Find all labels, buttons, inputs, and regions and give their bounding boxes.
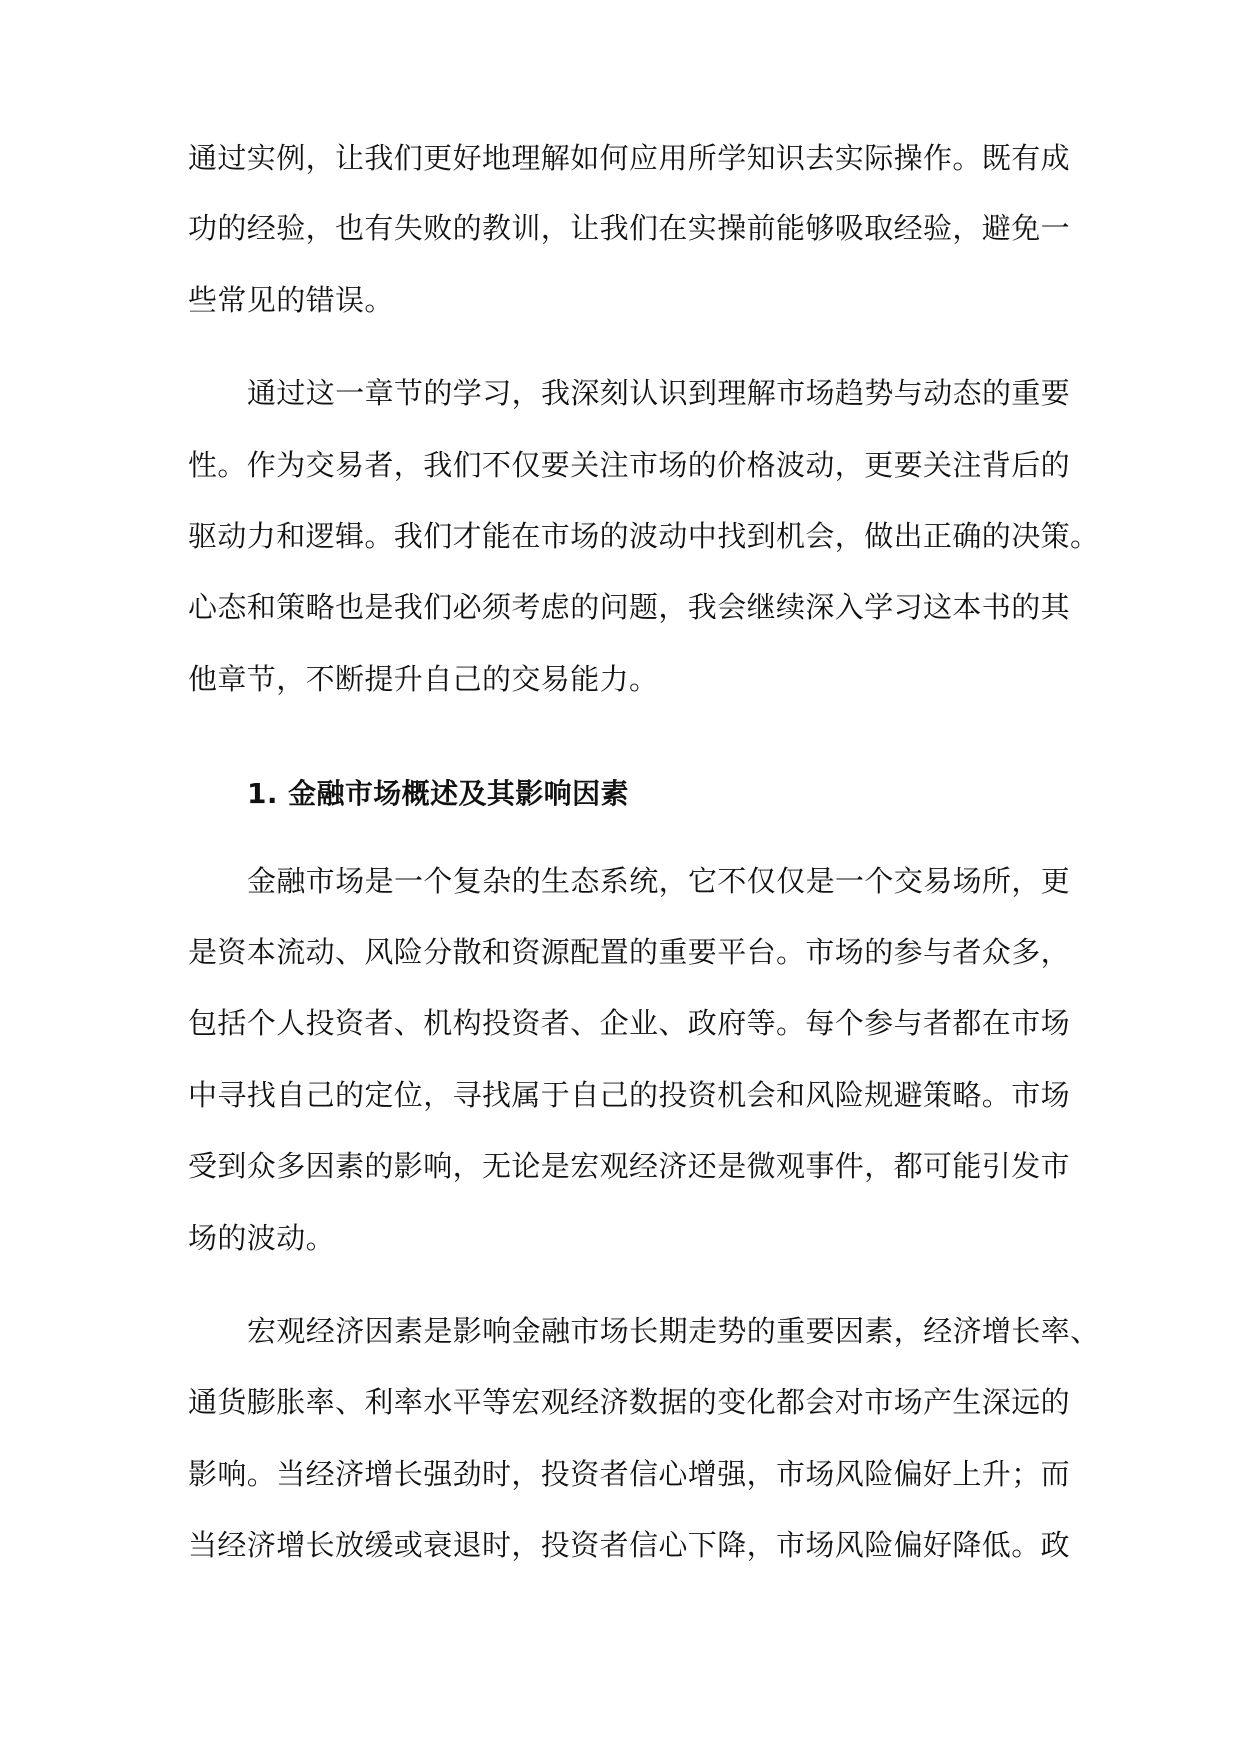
text-line: 当经济增长放缓或衰退时，投资者信心下降，市场风险偏好降低。政 (188, 1528, 1071, 1562)
text-line: 受到众多因素的影响，无论是宏观经济还是微观事件，都可能引发市 (188, 1149, 1071, 1183)
text-line: 影响。当经济增长强劲时，投资者信心增强，市场风险偏好上升；而 (188, 1457, 1071, 1491)
text-line: 通货膨胀率、利率水平等宏观经济数据的变化都会对市场产生深远的 (188, 1385, 1071, 1419)
text-line: 通过实例，让我们更好地理解如何应用所学知识去实际操作。既有成 (188, 141, 1071, 175)
text-line: 场的波动。 (188, 1221, 336, 1255)
text-line: 金融市场是一个复杂的生态系统，它不仅仅是一个交易场所，更 (247, 864, 1071, 898)
text-line: 是资本流动、风险分散和资源配置的重要平台。市场的参与者众多， (188, 935, 1071, 969)
text-line: 中寻找自己的定位，寻找属于自己的投资机会和风险规避策略。市场 (188, 1078, 1071, 1112)
text-line: 他章节，不断提升自己的交易能力。 (188, 662, 659, 696)
text-line: 功的经验，也有失败的教训，让我们在实操前能够吸取经验，避免一 (188, 211, 1071, 245)
text-line: 宏观经济因素是影响金融市场长期走势的重要因素，经济增长率、 (247, 1314, 1100, 1348)
section-heading-text: 1. 金融市场概述及其影响因素 (247, 777, 629, 810)
text-line: 些常见的错误。 (188, 283, 394, 317)
text-line: 通过这一章节的学习，我深刻认识到理解市场趋势与动态的重要 (247, 376, 1071, 410)
text-line: 性。作为交易者，我们不仅要关注市场的价格波动，更要关注背后的 (188, 448, 1071, 482)
text-line: 心态和策略也是我们必须考虑的问题，我会继续深入学习这本书的其 (188, 590, 1071, 624)
text-line: 包括个人投资者、机构投资者、企业、政府等。每个参与者都在市场 (188, 1006, 1071, 1040)
text-line: 驱动力和逻辑。我们才能在市场的波动中找到机会，做出正确的决策。 (188, 519, 1100, 553)
